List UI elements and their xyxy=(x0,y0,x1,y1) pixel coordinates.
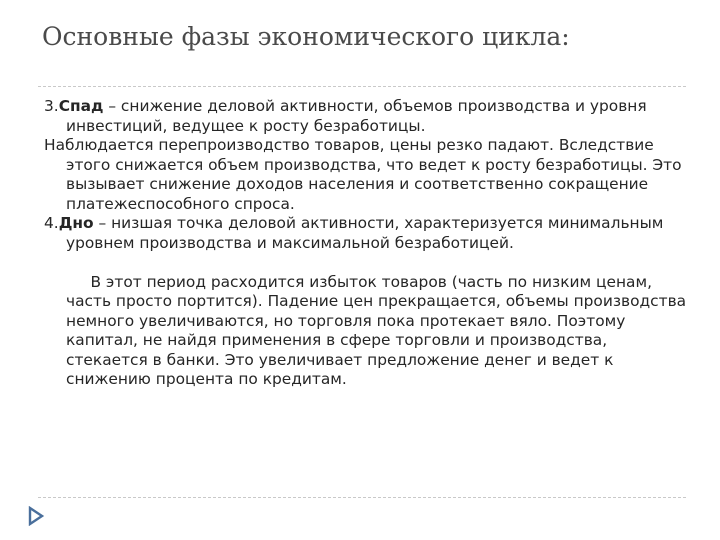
top-divider xyxy=(38,86,686,87)
paragraph-phase-4 xyxy=(44,214,692,253)
slide-title: Основные фазы экономического цикла: xyxy=(42,22,570,51)
arrow-right-icon[interactable] xyxy=(27,506,45,526)
bottom-divider xyxy=(38,497,686,498)
overproduction-text: Наблюдается перепроизводство товаров, цены резко падают. Вследствие этого снижается объем производства, что ведет к росту безработицы. Это вызывает снижение доходов населения и соответственно сокращение платежеспособного спроса. xyxy=(44,136,682,213)
slide-body xyxy=(44,97,692,409)
phase-3-term: Спад xyxy=(58,97,104,115)
period-description-text: В этот период расходится избыток товаров (часть по низким ценам, часть просто портится). Падение цен прекращается, объемы производства немного увеличиваются, но торговля пока протекает вяло. Поэтому капитал, не найдя применения в сфере торговли и производства, стекается в банки. Это увеличивает предложение денег и ведет к снижению процента по кредитам. xyxy=(66,272,691,388)
phase-4-term: Дно xyxy=(58,214,94,232)
phase-3-definition: – снижение деловой активности, объемов производства и уровня инвестиций, ведущее к росту безработицы. xyxy=(66,97,647,135)
phase-4-number: 4. xyxy=(44,214,59,232)
phase-3-number: 3. xyxy=(44,97,59,115)
paragraph-period-description xyxy=(44,253,692,409)
paragraph-phase-3 xyxy=(44,97,692,136)
phase-4-definition: – низшая точка деловой активности, характеризуется минимальным уровнем производства и максимальной безработицей. xyxy=(66,214,664,252)
paragraph-overproduction xyxy=(44,136,692,214)
